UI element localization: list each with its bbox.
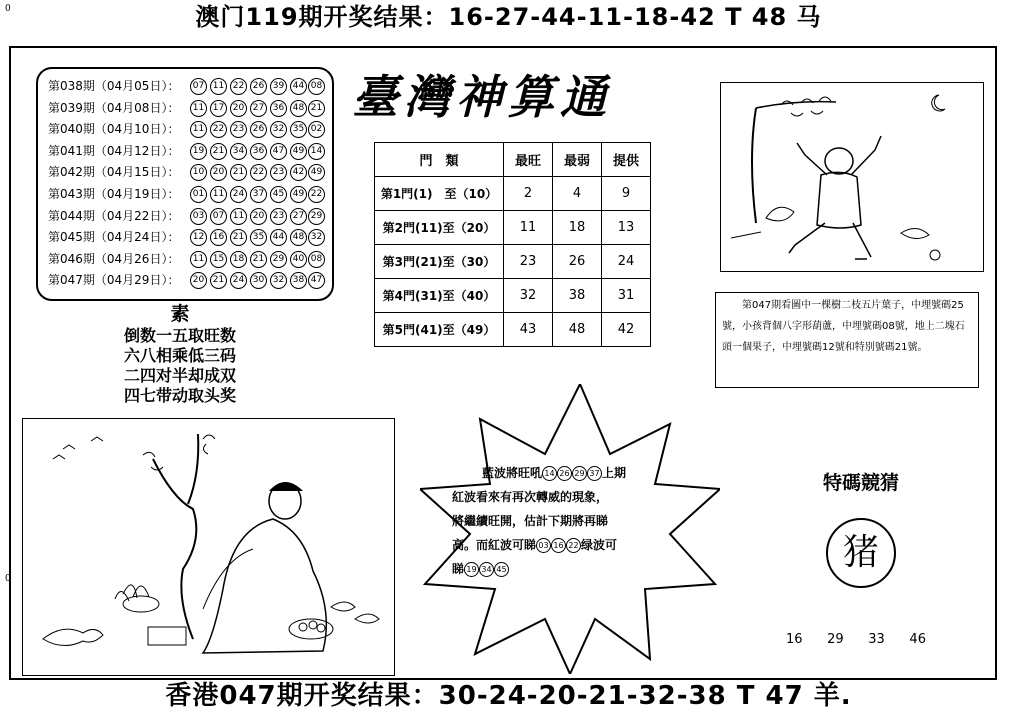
- number-ball: 48: [290, 229, 307, 246]
- number-ball: 30: [250, 272, 267, 289]
- history-label: 第046期（04月26日）：: [48, 251, 180, 266]
- number-ball: 11: [190, 100, 207, 117]
- star-line: 將繼續旺開，估計下期將再睇: [452, 514, 609, 528]
- gate-cell: 第3門(21)至（30）: [375, 245, 504, 279]
- history-numbers: [190, 164, 310, 181]
- special-number-ball: 02: [308, 121, 325, 138]
- number-ball: 24: [230, 272, 247, 289]
- number-ball: 35: [250, 229, 267, 246]
- max-cell: 11: [504, 211, 553, 245]
- number-ball: 07: [190, 78, 207, 95]
- number-ball: 19: [464, 562, 479, 577]
- number-ball: 17: [210, 100, 227, 117]
- number-ball: 21: [210, 143, 227, 160]
- number-ball: 11: [190, 251, 207, 268]
- riddle-box: 第047期看圖中一棵樹二枝五片葉子，中埋號碼25號，小孩背個八字形葫蘆，中埋號碼08號，地上二塊石頭一個果子，中埋號碼12號和特別號碼21號。: [715, 292, 979, 388]
- history-label: 第042期（04月15日）：: [48, 165, 180, 180]
- number-ball: 15: [210, 251, 227, 268]
- macau-result-banner: 澳门119期开奖结果：16-27-44-11-18-42 T 48 马: [195, 3, 822, 31]
- max-cell: 2: [504, 177, 553, 211]
- number-ball: 32: [270, 121, 287, 138]
- min-cell: 38: [553, 279, 602, 313]
- number-ball: 45: [270, 186, 287, 203]
- number-ball: 21: [230, 229, 247, 246]
- number-ball: 35: [290, 121, 307, 138]
- final-number: 46: [909, 632, 926, 647]
- number-ball: 36: [250, 143, 267, 160]
- history-numbers: [190, 186, 310, 203]
- edge-mark-top: 0: [5, 4, 11, 14]
- table-row: [375, 279, 651, 313]
- slogan-line: 六八相乘低三码: [123, 346, 236, 365]
- number-ball: 49: [290, 186, 307, 203]
- star-line: 紅波看來有再次轉威的現象，: [452, 490, 609, 504]
- number-ball: 37: [250, 186, 267, 203]
- history-label: 第045期（04月24日）：: [48, 230, 180, 245]
- number-ball: 39: [270, 78, 287, 95]
- number-ball: 48: [290, 100, 307, 117]
- number-ball: 24: [230, 186, 247, 203]
- min-cell: 18: [553, 211, 602, 245]
- number-ball: 16: [210, 229, 227, 246]
- star-line: [452, 461, 692, 485]
- table-row: [375, 245, 651, 279]
- star-text-segment: 藍波將旺吼: [482, 466, 543, 480]
- number-ball: 29: [270, 251, 287, 268]
- lady-illustration: [22, 418, 395, 676]
- slogan-line: 倒数一五取旺数: [123, 326, 236, 345]
- final-numbers: [786, 632, 926, 647]
- number-ball: 22: [250, 164, 267, 181]
- number-ball: 34: [230, 143, 247, 160]
- max-cell: 23: [504, 245, 553, 279]
- number-ball: 14: [542, 466, 557, 481]
- number-ball: 22: [566, 538, 581, 553]
- number-ball: 49: [290, 143, 307, 160]
- table-header-max: 最旺: [504, 143, 553, 177]
- give-cell: 42: [602, 313, 651, 347]
- slogan-block: [100, 302, 260, 406]
- number-ball: 22: [210, 121, 227, 138]
- history-numbers: [190, 229, 310, 246]
- number-ball: 12: [190, 229, 207, 246]
- special-number-ball: 14: [308, 143, 325, 160]
- special-number-ball: 47: [308, 272, 325, 289]
- star-balls: [536, 538, 581, 552]
- number-ball: 29: [572, 466, 587, 481]
- zodiac-badge: 猪: [826, 518, 896, 588]
- number-ball: 19: [190, 143, 207, 160]
- history-numbers: [190, 143, 310, 160]
- give-cell: 31: [602, 279, 651, 313]
- history-label: 第038期（04月05日）：: [48, 79, 180, 93]
- number-ball: 11: [230, 208, 247, 225]
- final-number: 33: [868, 632, 885, 647]
- starburst-text: [452, 461, 692, 581]
- table-row: [375, 177, 651, 211]
- number-ball: 40: [290, 251, 307, 268]
- history-numbers: [190, 272, 310, 289]
- number-ball: 27: [290, 208, 307, 225]
- number-ball: 10: [190, 164, 207, 181]
- number-ball: 03: [536, 538, 551, 553]
- edge-mark-bottom: 0: [5, 574, 11, 584]
- number-ball: 32: [270, 272, 287, 289]
- number-ball: 26: [250, 121, 267, 138]
- number-ball: 03: [190, 208, 207, 225]
- star-line: [452, 533, 692, 557]
- history-label: 第040期（04月10日）：: [48, 122, 180, 137]
- number-ball: 23: [270, 164, 287, 181]
- number-ball: 23: [230, 121, 247, 138]
- number-ball: 42: [290, 164, 307, 181]
- min-cell: 4: [553, 177, 602, 211]
- min-cell: 26: [553, 245, 602, 279]
- history-numbers: [190, 121, 310, 138]
- number-ball: 37: [587, 466, 602, 481]
- min-cell: 48: [553, 313, 602, 347]
- final-number: 16: [786, 632, 803, 647]
- star-text-segment: 绿波可: [581, 538, 618, 552]
- number-ball: 20: [230, 100, 247, 117]
- special-number-ball: 08: [308, 251, 325, 268]
- star-line: [452, 557, 692, 581]
- number-ball: 26: [557, 466, 572, 481]
- star-balls: [464, 562, 509, 576]
- special-number-ball: 49: [308, 164, 325, 181]
- history-label: 第043期（04月19日）：: [48, 187, 180, 201]
- number-ball: 21: [230, 164, 247, 181]
- max-cell: 32: [504, 279, 553, 313]
- give-cell: 24: [602, 245, 651, 279]
- number-ball: 20: [250, 208, 267, 225]
- lady-drawing: [23, 419, 394, 675]
- gate-table: [374, 142, 651, 347]
- slogan-line: 二四对半却成双: [123, 366, 236, 385]
- gate-cell: 第2門(11)至（20）: [375, 211, 504, 245]
- history-label: 第039期（04月08日）：: [48, 100, 180, 115]
- star-text-segment: 睇: [452, 562, 465, 576]
- number-ball: 11: [210, 78, 227, 95]
- number-ball: 34: [479, 562, 494, 577]
- history-label: 第047期（04月29日）：: [48, 273, 180, 288]
- number-ball: 18: [230, 251, 247, 268]
- number-ball: 20: [210, 164, 227, 181]
- gate-cell: 第5門(41)至（49）: [375, 313, 504, 347]
- special-number-ball: 22: [308, 186, 325, 203]
- number-ball: 36: [270, 100, 287, 117]
- boy-drawing: [721, 83, 983, 271]
- page-title: 臺灣神算通: [352, 70, 612, 124]
- number-ball: 11: [190, 121, 207, 138]
- give-cell: 9: [602, 177, 651, 211]
- boy-illustration: [720, 82, 984, 272]
- number-ball: 45: [494, 562, 509, 577]
- star-text-segment: 高。而紅波可睇: [452, 538, 537, 552]
- table-header-gate: 門 類: [375, 143, 504, 177]
- number-ball: 44: [290, 78, 307, 95]
- number-ball: 16: [551, 538, 566, 553]
- table-row: [375, 313, 651, 347]
- star-balls: [542, 466, 602, 480]
- special-number-ball: 08: [308, 78, 325, 95]
- special-code-guess-title: 特碼競猜: [822, 472, 899, 494]
- special-number-ball: 29: [308, 208, 325, 225]
- history-numbers: [190, 78, 310, 95]
- star-text-segment: 上期: [602, 466, 627, 480]
- hongkong-result-banner: 香港047期开奖结果：30-24-20-21-32-38 T 47 羊.: [165, 681, 852, 711]
- number-ball: 20: [190, 272, 207, 289]
- number-ball: 44: [270, 229, 287, 246]
- table-row: [375, 211, 651, 245]
- special-number-ball: 21: [308, 100, 325, 117]
- number-ball: 21: [250, 251, 267, 268]
- slogan-heading: 素: [170, 303, 190, 325]
- number-ball: 27: [250, 100, 267, 117]
- final-number: 29: [827, 632, 844, 647]
- history-box: [36, 67, 334, 301]
- number-ball: 47: [270, 143, 287, 160]
- number-ball: 26: [250, 78, 267, 95]
- history-label: 第041期（04月12日）：: [48, 143, 180, 158]
- number-ball: 21: [210, 272, 227, 289]
- number-ball: 23: [270, 208, 287, 225]
- history-numbers: [190, 100, 310, 117]
- number-ball: 07: [210, 208, 227, 225]
- number-ball: 01: [190, 186, 207, 203]
- gate-cell: 第4門(31)至（40）: [375, 279, 504, 313]
- table-header-give: 提供: [602, 143, 651, 177]
- number-ball: 11: [210, 186, 227, 203]
- table-header-min: 最弱: [553, 143, 602, 177]
- history-numbers: [190, 251, 310, 268]
- history-numbers: [190, 208, 310, 225]
- gate-cell: 第1門(1) 至（10）: [375, 177, 504, 211]
- slogan-line: 四七带动取头奖: [123, 386, 236, 405]
- number-ball: 22: [230, 78, 247, 95]
- history-label: 第044期（04月22日）：: [48, 208, 180, 223]
- number-ball: 38: [290, 272, 307, 289]
- special-number-ball: 32: [308, 229, 325, 246]
- give-cell: 13: [602, 211, 651, 245]
- max-cell: 43: [504, 313, 553, 347]
